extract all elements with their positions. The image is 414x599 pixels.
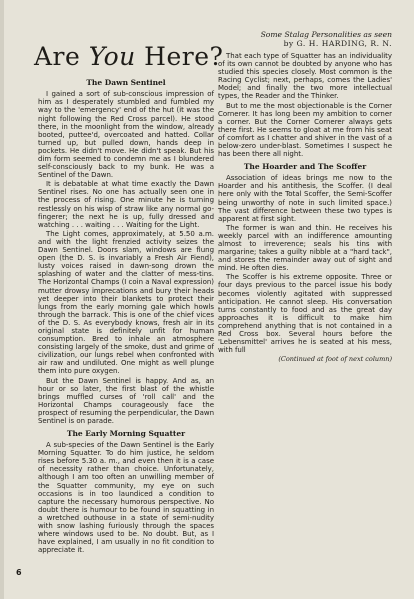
byline: by G. H. HARDING, R. N. <box>283 39 392 48</box>
title-part: Are <box>34 42 89 71</box>
section-heading: The Hoarder and The Scoffer <box>243 162 367 172</box>
paragraph: The former is wan and thin. He receives his weekly parcel with an indifference amounting almost to irreverence; seals his tins with margarine; takes a guilty nibble at a "hard tack", and stores the remainder away out of sight and mind. He often dies. <box>218 223 392 273</box>
title-italic-part: You <box>88 42 136 71</box>
article-title <box>34 42 224 71</box>
article-subtitle: Some Stalag Personalities as seen <box>260 30 392 39</box>
page-gutter-shadow <box>0 0 4 599</box>
page-number: 6 <box>16 568 22 577</box>
section-heading: The Dawn Sentinel <box>86 78 166 88</box>
continuation-note: (Continued at foot of next column) <box>278 355 392 364</box>
paragraph: The Light comes, approximately, at 5.50 a.m. and with the light frenzied activity seizes the Dawn Sentinel. Doors slam, windows are flung open (the D. S. is invariably a Fresh Air Fiend), lusty voices raised in dawn-song drown the splashing of water and the clatter of mess-tins. The Horizontal Champs (I coin a Naval expression) mutter drowsy imprecations and bury their heads yet deeper into their blankets to protect their lungs from the early morning gale which howls through the barrack. This is one of the chief vices of the D. S. As everybody knows, fresh air in its original state is definitely unfit for human consumption. Bred to inhale an atmosphere consisting largely of the smoke, dust and grime of civilization, our lungs rebel when confronted with air raw and undiluted. One might as well plunge them into pure oxygen. <box>38 229 214 376</box>
left-column <box>34 42 224 555</box>
paragraph: But to me the most objectionable is the Corner Cornerer. It has long been my ambition to corner a corner. But the Corner Cornerer always gets there first. He seems to gloat at me from his seat of comfort as I chatter and shiver in the vast of a below-zero under-blast. Sometimes I suspect he has been there all night. <box>218 101 392 159</box>
right-column <box>218 30 392 363</box>
paragraph: It is debatable at what time exactly the Dawn Sentinel rises. No one has actually seen one in the process of rising. One minute he is turning restlessly on his wisp of straw like any normal go-fingerer; the next he is up, fully dressed and watching . . . waiting . . . Waiting for the Light. <box>38 180 214 229</box>
paragraph: I gained a sort of sub-conscious impression of him as I desperately stumbled and fumbled my way to the 'emergency' end of the hut (it was the night following the Red Cross parcel). He stood there, in the moonlight from the window, already booted, puttee'd, overcoated and hatted. Collar turned up, but pulled down, hands deep in pockets. He didn't move. He didn't speak. But his dim form seemed to condemn me as I blundered self-consciously back to my bunk. He was a Sentinel of the Dawn. <box>38 90 214 180</box>
paragraph: The Scoffer is his extreme opposite. Three or four days previous to the parcel issue his body becomes violently agitated with suppressed anticipation. He cannot sleep. His conversation turns constantly to food and as the great day approaches it is difficult to make him comprehend anything that is not contained in a Red Cross box. Several hours before the 'Lebensmittel' arrives he is seated at his mess, with full <box>218 273 392 355</box>
paragraph: That each type of Squatter has an individuality of its own cannot be doubted by anyone who has studied this species closely. Most common is the Racing Cyclist; next, perhaps, comes the Ladies' Model; and finally the two more intellectual types, the Reader and the Thinker. <box>218 52 392 101</box>
paragraph: Association of ideas brings me now to the Hoarder and his antithesis, the Scoffer. (I deal here only with the Total Scoffer, the Semi-Scoffer being unworthy of note in such limited space.) The vast difference between these two types is apparent at first sight. <box>218 174 392 223</box>
paragraph: A sub-species of the Dawn Sentinel is the Early Morning Squatter. To do him justice, he seldom rises before 5.30 a. m., and even then it is a case of necessity rather than choice. Unfortunately, although I am too often an unwilling member of the Squatter community, my eye on such occasions is in too laundiced a condition to capture the necessary humorous perspective. No doubt there is humour to be found in squatting in a wretched outhouse in a state of semi-nudity with snow lashing furiously through the spaces where windows used to be. No doubt. But, as I have explained, I am usually in no fit condition to appreciate it. <box>38 441 214 555</box>
paragraph: But the Dawn Sentinel is happy. And as, an hour or so later, the first blast of the whistle brings muffled curses of 'roll call' and the Horizontal Champs courageously face the prospect of resuming the perpendicular, the Dawn Sentinel is on parade. <box>38 376 214 425</box>
section-heading: The Early Morning Squatter <box>66 429 186 439</box>
title-part: Here? <box>135 42 224 71</box>
